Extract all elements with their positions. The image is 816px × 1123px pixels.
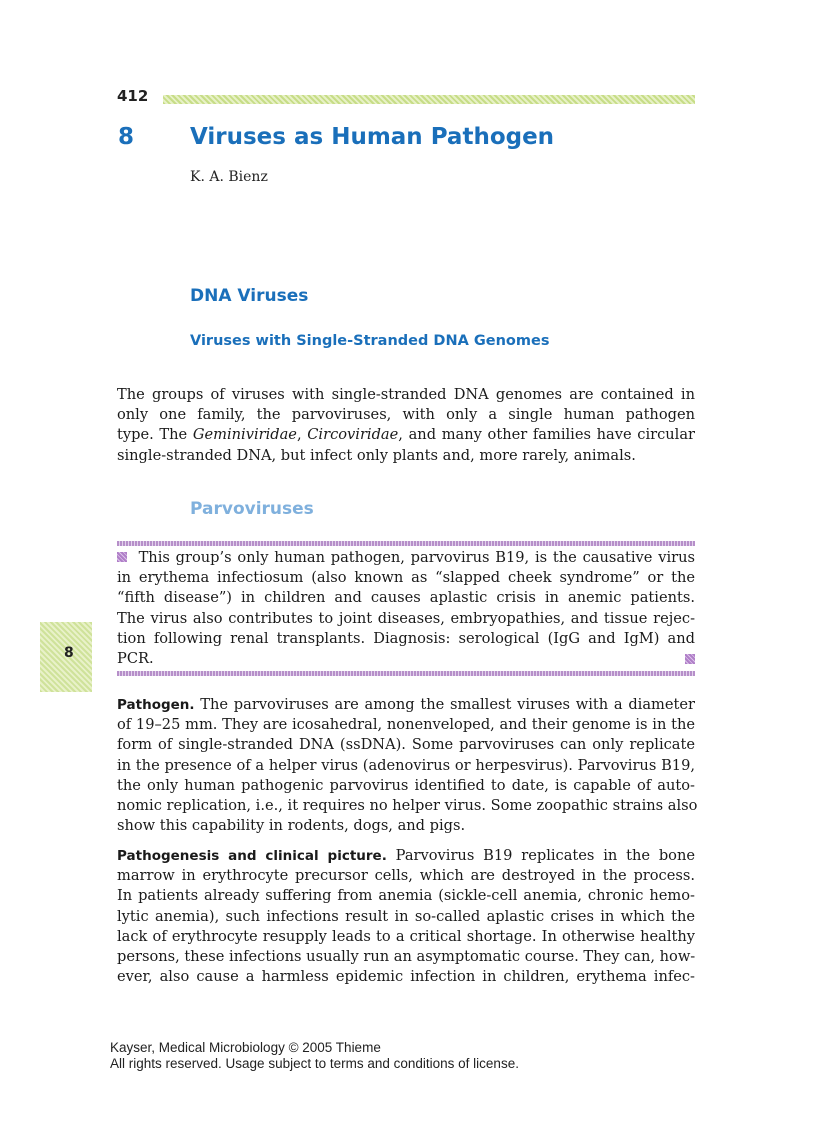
paragraph-line: “fifth disease”) in children and causes aplastic crisis in anemic patients. xyxy=(117,589,695,607)
copyright-footer xyxy=(110,1040,519,1072)
paragraph-line: persons, these infections usually run an asymptomatic course. They can, how- xyxy=(117,948,696,966)
pathogenesis-paragraph xyxy=(117,846,695,987)
intro-paragraph xyxy=(117,385,695,466)
paragraph-line: marrow in erythrocyte precursor cells, which are destroyed in the process. xyxy=(117,867,695,885)
summary-start-marker-icon xyxy=(117,552,127,562)
paragraph-line: In patients already suffering from anemia (sickle-cell anemia, chronic hemo- xyxy=(117,887,695,905)
paragraph-line: in erythema infectiosum (also known as “slapped cheek syndrome” or the xyxy=(117,569,695,587)
paragraph-line: nomic replication, i.e., it requires no helper virus. Some zoopathic strains also xyxy=(117,797,698,815)
chapter-side-tab-label: 8 xyxy=(64,645,74,661)
paragraph-line: form of single-stranded DNA (ssDNA). Some parvoviruses can only replicate xyxy=(117,736,695,754)
paragraph-line: lytic anemia), such infections result in so-called aplastic crises in which the xyxy=(117,907,695,925)
paragraph-line: the only human pathogenic parvovirus identified to date, is capable of auto- xyxy=(117,776,695,794)
paragraph-line: only one family, the parvoviruses, with only a single human pathogen xyxy=(117,406,695,424)
paragraph-line: of 19–25 mm. They are icosahedral, nonenveloped, and their genome is in the xyxy=(117,716,695,734)
summary-top-rule xyxy=(117,541,695,546)
paragraph-line: Pathogen. The parvoviruses are among the smallest viruses with a diameter xyxy=(117,696,695,713)
paragraph-line: PCR. xyxy=(117,649,695,669)
chapter-author: K. A. Bienz xyxy=(190,169,268,185)
paragraph-line: The virus also contributes to joint diseases, embryopathies, and tissue rejec- xyxy=(117,609,695,627)
subsection-heading-single-stranded: Viruses with Single-Stranded DNA Genomes xyxy=(190,333,550,349)
summary-box xyxy=(117,548,695,669)
section-heading-parvoviruses: Parvoviruses xyxy=(190,499,314,519)
paragraph-line: type. The Geminiviridae, Circoviridae, and many other families have circular xyxy=(117,426,696,444)
paragraph-lead: Pathogenesis and clinical picture. xyxy=(117,848,387,864)
paragraph-line: single-stranded DNA, but infect only plants and, more rarely, animals. xyxy=(117,446,636,464)
paragraph-line: show this capability in rodents, dogs, and pigs. xyxy=(117,817,466,835)
paragraph-line: lack of erythrocyte resupply leads to a critical shortage. In otherwise healthy xyxy=(117,927,695,945)
pathogen-paragraph xyxy=(117,695,698,836)
paragraph-line: This group’s only human pathogen, parvovirus B19, is the causative virus xyxy=(117,548,695,568)
header-bar xyxy=(163,95,695,104)
italic-term: Circoviridae xyxy=(307,426,399,444)
chapter-title: Viruses as Human Pathogen xyxy=(190,124,555,150)
chapter-number: 8 xyxy=(118,124,135,150)
paragraph-lead: Pathogen. xyxy=(117,697,195,713)
footer-line: Kayser, Medical Microbiology © 2005 Thieme xyxy=(110,1040,381,1055)
paragraph-line: Pathogenesis and clinical picture. Parvovirus B19 replicates in the bone xyxy=(117,847,695,864)
paragraph-line: ever, also cause a harmless epidemic infection in children, erythema infec- xyxy=(117,968,695,986)
summary-bottom-rule xyxy=(117,671,695,676)
paragraph-line: The groups of viruses with single-stranded DNA genomes are contained in xyxy=(117,386,695,403)
section-heading-dna-viruses: DNA Viruses xyxy=(190,286,309,306)
summary-end-marker-icon xyxy=(685,654,695,664)
footer-line: All rights reserved. Usage subject to terms and conditions of license. xyxy=(110,1056,519,1071)
paragraph-line: in the presence of a helper virus (adenovirus or herpesvirus). Parvovirus B19, xyxy=(117,756,695,774)
page-number: 412 xyxy=(117,87,149,105)
paragraph-line: tion following renal transplants. Diagnosis: serological (IgG and IgM) and xyxy=(117,629,695,647)
italic-term: Geminiviridae xyxy=(192,426,297,444)
